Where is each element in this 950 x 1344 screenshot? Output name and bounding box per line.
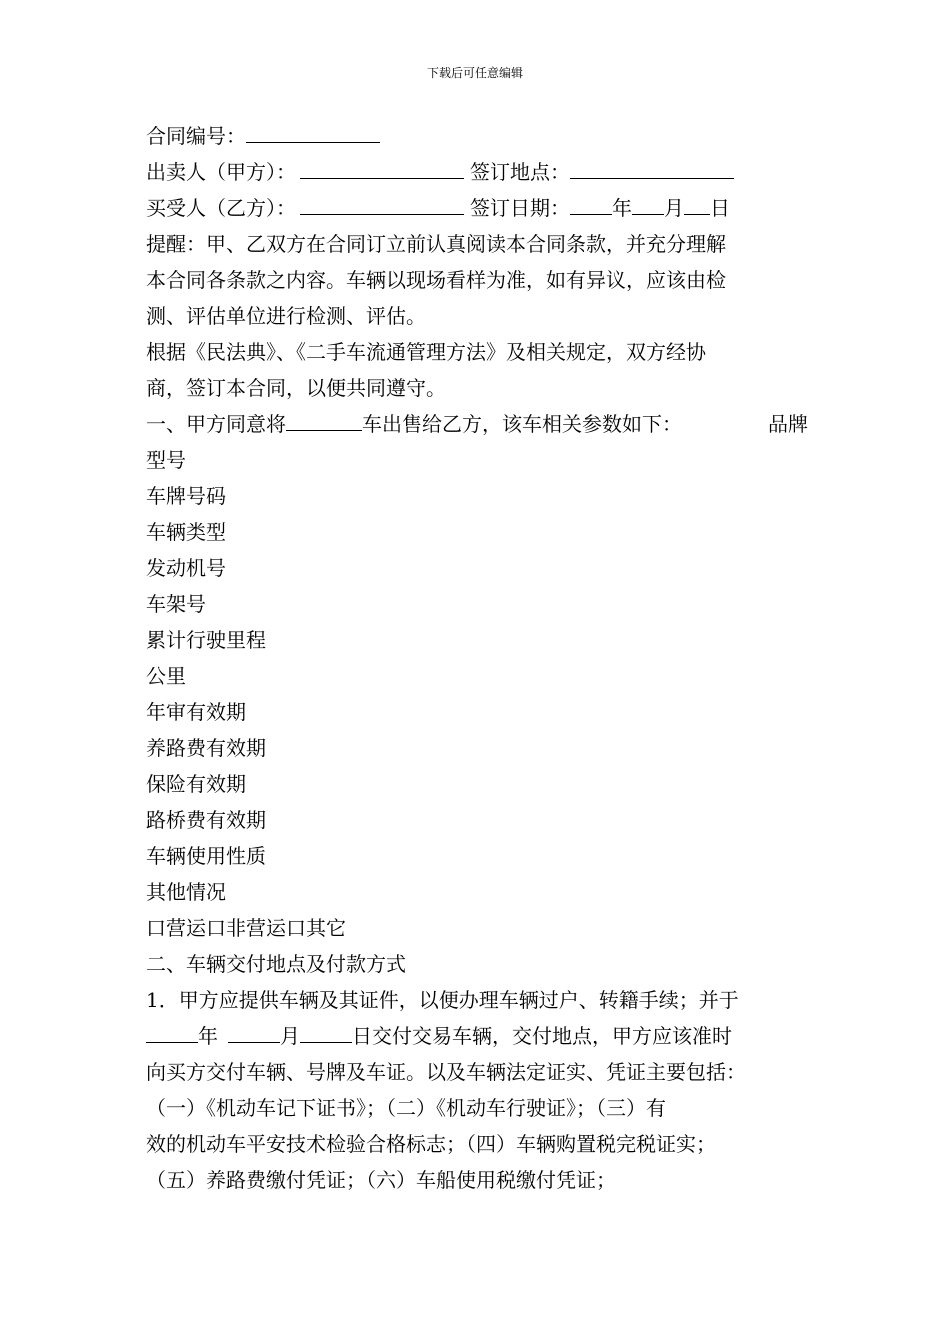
reminder-line: 本合同各条款之内容。车辆以现场看样为准，如有异议，应该由检: [146, 268, 726, 292]
basis-line: 商，签订本合同，以便共同遵守。: [146, 376, 446, 400]
param-item: 口营运口非营运口其它: [146, 916, 346, 940]
seller-line: [146, 154, 808, 190]
seller-blank[interactable]: [300, 154, 464, 179]
param-item: 累计行驶里程: [146, 628, 266, 652]
delivery-year-blank[interactable]: [146, 1018, 198, 1043]
buyer-label: 买受人（乙方）：: [146, 196, 296, 220]
contract-number-line: [146, 118, 808, 154]
clause1-line: 1．甲方应提供车辆及其证件，以便办理车辆过户、转籍手续；并于: [146, 988, 739, 1012]
clause1-line: 向买方交付车辆、号牌及车证。以及车辆法定证实、凭证主要包括：: [146, 1060, 746, 1084]
clause1-line: （五）养路费缴付凭证；（六）车船使用税缴付凭证；: [146, 1168, 616, 1192]
delivery-year-label: 年: [198, 1024, 218, 1048]
vehicle-blank[interactable]: [286, 406, 362, 431]
clause1-line: （一）《机动车记下证书》；（二）《机动车行驶证》；（三）有: [146, 1096, 666, 1120]
delivery-month-label: 月: [280, 1024, 300, 1048]
clause1-line: 效的机动车平安技术检验合格标志；（四）车辆购置税完税证实；: [146, 1132, 716, 1156]
clause1-date-line: [146, 1018, 808, 1054]
delivery-day-blank[interactable]: [300, 1018, 352, 1043]
day-label: 日: [710, 196, 730, 220]
delivery-rest-text: 日交付交易车辆，交付地点，甲方应该准时: [352, 1024, 732, 1048]
sign-year-blank[interactable]: [570, 190, 612, 215]
param-item: 车辆使用性质: [146, 844, 266, 868]
param-item: 车架号: [146, 592, 206, 616]
page-header: 下载后可任意编辑: [426, 66, 523, 80]
sign-date-label: 签订日期：: [470, 196, 570, 220]
buyer-line: [146, 190, 808, 226]
param-item: 公里: [146, 664, 186, 688]
section1-prefix: 一、甲方同意将: [146, 412, 286, 436]
buyer-blank[interactable]: [300, 190, 464, 215]
section1-text: [146, 406, 682, 442]
sign-month-blank[interactable]: [632, 190, 664, 215]
seller-label: 出卖人（甲方）：: [146, 160, 296, 184]
contract-body: [146, 118, 808, 1198]
contract-number-blank[interactable]: [246, 118, 380, 143]
contract-number-label: 合同编号：: [146, 124, 246, 148]
param-item: 保险有效期: [146, 772, 246, 796]
month-label: 月: [664, 196, 684, 220]
param-item: 养路费有效期: [146, 736, 266, 760]
section1-brand: 品牌: [768, 412, 808, 436]
year-label: 年: [612, 196, 632, 220]
param-item: 其他情况: [146, 880, 226, 904]
param-item: 型号: [146, 448, 186, 472]
param-item: 年审有效期: [146, 700, 246, 724]
section2-title: 二、车辆交付地点及付款方式: [146, 952, 406, 976]
reminder-line: 提醒：甲、乙双方在合同订立前认真阅读本合同条款，并充分理解: [146, 232, 726, 256]
basis-line: 根据《民法典》、《二手车流通管理方法》及相关规定，双方经协: [146, 340, 706, 364]
section1-line: [146, 406, 808, 442]
param-item: 发动机号: [146, 556, 226, 580]
section1-suffix: 车出售给乙方，该车相关参数如下：: [362, 412, 682, 436]
sign-day-blank[interactable]: [684, 190, 710, 215]
sign-place-label: 签订地点：: [470, 160, 570, 184]
sign-place-blank[interactable]: [570, 154, 734, 179]
reminder-line: 测、评估单位进行检测、评估。: [146, 304, 426, 328]
param-item: 路桥费有效期: [146, 808, 266, 832]
param-item: 车牌号码: [146, 484, 226, 508]
delivery-month-blank[interactable]: [228, 1018, 280, 1043]
param-item: 车辆类型: [146, 520, 226, 544]
